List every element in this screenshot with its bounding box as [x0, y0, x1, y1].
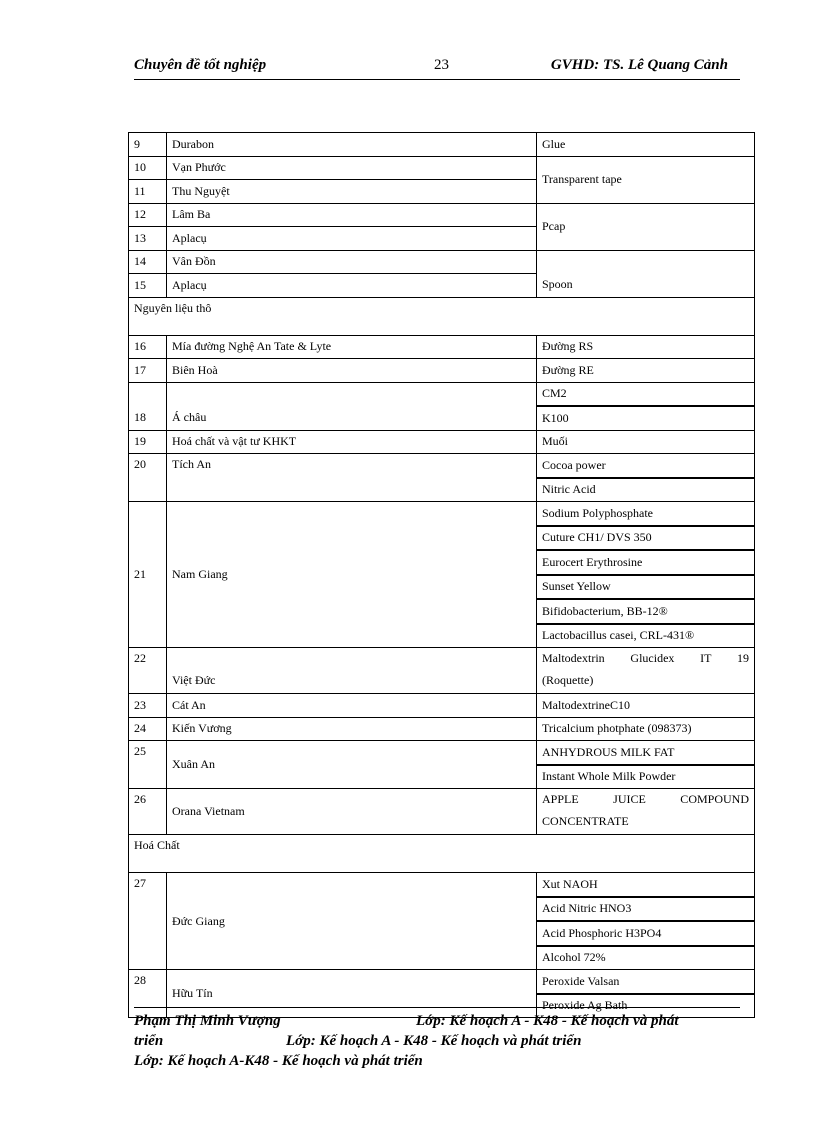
row-number: 12 [129, 203, 167, 227]
material-item: MaltodextrineC10 [537, 694, 755, 718]
row-number: 24 [129, 717, 167, 741]
supplier-name: Hữu Tín [167, 970, 537, 1018]
table-row [129, 741, 755, 765]
material-item: Sodium Polyphosphate [537, 502, 755, 526]
material-item: Muối [537, 430, 755, 454]
header-supervisor: GVHD: TS. Lê Quang Cảnh [550, 57, 728, 73]
material-item: Acid Phosphoric H3PO4 [537, 921, 755, 946]
row-number: 14 [129, 250, 167, 274]
section-row [129, 297, 755, 335]
table-row [129, 133, 755, 157]
material-item [537, 789, 755, 835]
material-item: ANHYDROUS MILK FAT [537, 741, 755, 765]
row-number: 13 [129, 227, 167, 251]
row-number: 19 [129, 430, 167, 454]
row-number: 27 [129, 873, 167, 970]
material-item: Alcohol 72% [537, 946, 755, 970]
material-item: Instant Whole Milk Powder [537, 765, 755, 789]
material-item: Glue [537, 133, 755, 157]
supplier-name: Hoá chất và vật tư KHKT [167, 430, 537, 454]
material-item: Tricalcium photphate (098373) [537, 717, 755, 741]
table-row [129, 250, 755, 274]
table-row [129, 502, 755, 526]
supplier-name: Aplacụ [167, 227, 537, 251]
material-item: Transparent tape [537, 156, 755, 203]
row-number: 15 [129, 274, 167, 298]
supplier-name: Vạn Phước [167, 156, 537, 180]
material-item: Lactobacillus casei, CRL-431® [537, 624, 755, 648]
table-row [129, 717, 755, 741]
footer-class: Lớp: Kế hoạch A - K48 - Kế hoạch và phát triển [286, 1033, 582, 1049]
table-row [129, 203, 755, 227]
supplier-name: Việt Đức [167, 648, 537, 694]
table-row [129, 335, 755, 359]
material-item: Spoon [537, 250, 755, 297]
material-item: Pcap [537, 203, 755, 250]
supplier-name: Biên Hoà [167, 359, 537, 383]
material-item [537, 648, 755, 694]
supplier-name: Kiến Vương [167, 717, 537, 741]
supplier-name: Durabon [167, 133, 537, 157]
row-number: 9 [129, 133, 167, 157]
row-number: 20 [129, 454, 167, 502]
supplier-name: Đức Giang [167, 873, 537, 970]
row-number: 23 [129, 694, 167, 718]
row-number: 28 [129, 970, 167, 1018]
supplier-name: Vân Đồn [167, 250, 537, 274]
footer-class-continued: triển [134, 1033, 164, 1049]
material-item: Đường RS [537, 335, 755, 359]
supplier-name: Lâm Ba [167, 203, 537, 227]
row-number: 26 [129, 789, 167, 835]
supplier-name: Mía đường Nghệ An Tate & Lyte [167, 335, 537, 359]
page-number: 23 [434, 57, 449, 73]
table-row [129, 382, 755, 406]
footer-class: Lớp: Kế hoạch A-K48 - Kế hoạch và phát triển [134, 1053, 423, 1069]
supplier-name: Tích An [167, 454, 537, 502]
row-number: 21 [129, 502, 167, 648]
material-item: Cocoa power [537, 454, 755, 478]
header-title: Chuyên đề tốt nghiệp [134, 57, 267, 73]
page-header [134, 57, 740, 80]
supplier-name: Nam Giang [167, 502, 537, 648]
material-item: CM2 [537, 382, 755, 406]
section-row [129, 835, 755, 873]
row-number: 25 [129, 741, 167, 789]
material-item: K100 [537, 406, 755, 430]
row-number: 22 [129, 648, 167, 694]
row-number: 18 [129, 382, 167, 430]
table-row [129, 970, 755, 994]
material-item: Nitric Acid [537, 478, 755, 502]
table-row [129, 156, 755, 180]
material-item: Peroxide Ag Bath [537, 994, 755, 1018]
supplier-name: Aplacụ [167, 274, 537, 298]
table-row [129, 648, 755, 694]
row-number: 11 [129, 180, 167, 204]
material-item: Bifidobacterium, BB-12® [537, 599, 755, 624]
material-item: Peroxide Valsan [537, 970, 755, 994]
material-item-line: (Roquette) [542, 673, 594, 687]
page-footer [134, 1007, 740, 1068]
supplier-name: Á châu [167, 382, 537, 430]
material-item: Acid Nitric HNO3 [537, 897, 755, 922]
table-row [129, 789, 755, 835]
table-row [129, 430, 755, 454]
table-row [129, 873, 755, 897]
material-item: Eurocert Erythrosine [537, 550, 755, 575]
supplier-name: Cát An [167, 694, 537, 718]
table-row [129, 454, 755, 478]
material-item-line: APPLE JUICE COMPOUND [542, 792, 749, 806]
material-item-line: CONCENTRATE [542, 814, 629, 828]
footer-class: Lớp: Kế hoạch A - K48 - Kế hoạch và phát [416, 1013, 679, 1029]
row-number: 17 [129, 359, 167, 383]
footer-author: Phạm Thị Minh Vượng [134, 1013, 281, 1029]
row-number: 16 [129, 335, 167, 359]
table-row [129, 359, 755, 383]
material-item-line: Maltodextrin Glucidex IT 19 [542, 651, 749, 665]
material-item: Sunset Yellow [537, 575, 755, 600]
material-item: Xut NAOH [537, 873, 755, 897]
section-heading: Hoá Chất [129, 835, 755, 873]
material-item: Cuture CH1/ DVS 350 [537, 526, 755, 551]
row-number: 10 [129, 156, 167, 180]
supplier-name: Xuân An [167, 741, 537, 789]
table-row [129, 694, 755, 718]
supplier-table [128, 132, 754, 1018]
supplier-name: Orana Vietnam [167, 789, 537, 835]
section-heading: Nguyên liệu thô [129, 297, 755, 335]
supplier-name: Thu Nguyệt [167, 180, 537, 204]
material-item: Đường RE [537, 359, 755, 383]
